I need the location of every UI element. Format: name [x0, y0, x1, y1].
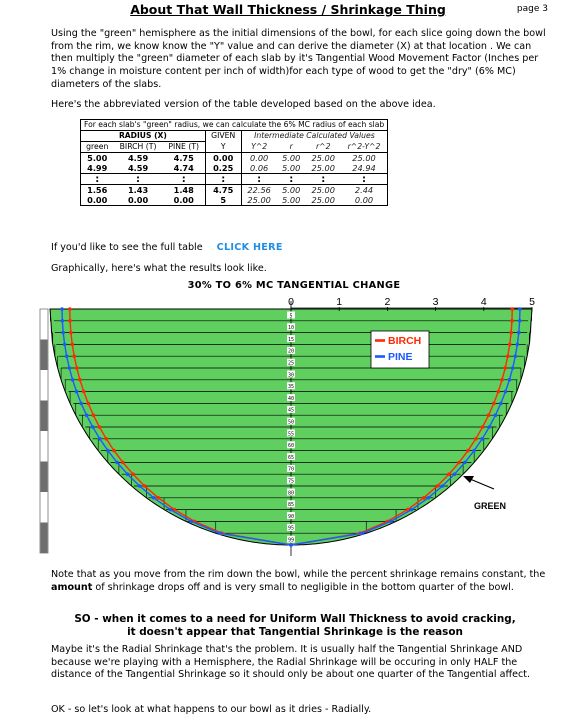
- birch-point: [72, 354, 76, 358]
- cell: 4.74: [173, 162, 194, 173]
- col-header-birch: BIRCH (T): [119, 141, 157, 151]
- pine-point: [63, 343, 67, 347]
- pine-point: [361, 531, 365, 535]
- intro-paragraph: Using the "green" hemisphere as the initial dimensions of the bowl, for each slice going down the bowl from the rim, we know know the "Y" value and can derive the diameter (X) at that location . We can then multiply the "green" diameter of each slab by it's Tangential Wood Movement Factor (Inches per 1% change in moisture content per inch of width)for each type of wood to get the "dry" (6% MC) diameters of the slabs.: [51, 28, 546, 90]
- pine-point: [463, 461, 467, 465]
- conclusion: [40, 613, 550, 640]
- birch-point: [503, 366, 507, 370]
- pine-point: [480, 437, 484, 441]
- cell: 0.00: [173, 194, 194, 205]
- birch-point: [92, 413, 96, 417]
- cell: 1.56: [81, 185, 114, 196]
- amount-emphasis: amount: [51, 581, 93, 593]
- pine-point: [169, 508, 173, 512]
- birch-point: [422, 496, 426, 500]
- pine-point: [441, 484, 445, 488]
- pine-point: [514, 354, 518, 358]
- page-number: page 3: [516, 4, 548, 14]
- birch-point: [75, 366, 79, 370]
- pine-point: [494, 413, 498, 417]
- x-tick-label: 0: [288, 296, 294, 308]
- birch-point: [510, 307, 514, 311]
- pine-point: [106, 449, 110, 453]
- cell: 0.00: [205, 153, 241, 164]
- birch-point: [86, 402, 90, 406]
- cell: 5: [205, 195, 241, 206]
- chart-title: 30% TO 6% MC TANGENTIAL CHANGE: [187, 280, 401, 291]
- birch-point: [104, 437, 108, 441]
- birch-point: [500, 378, 504, 382]
- birch-point: [98, 425, 102, 429]
- birch-point: [69, 331, 73, 335]
- cell: 4.59: [113, 153, 162, 164]
- slice-label: 25: [287, 360, 295, 367]
- pine-point: [511, 366, 515, 370]
- cell: :: [241, 174, 277, 185]
- intermediate-group-header: Intermediate Calculated Values: [241, 131, 388, 142]
- cell: 0.25: [205, 163, 241, 174]
- slice-label: 35: [287, 384, 295, 391]
- slice-label: 5: [289, 313, 293, 320]
- cell: 4.75: [163, 153, 206, 164]
- green-label: GREEN: [474, 501, 507, 511]
- cell: :: [81, 174, 114, 185]
- birch-point: [496, 390, 500, 394]
- col-header-r: r: [289, 141, 293, 151]
- cell: 4.75: [205, 185, 241, 196]
- click-here-link[interactable]: CLICK HERE: [216, 242, 283, 253]
- slice-label: 15: [287, 336, 295, 343]
- ruler-segment: [41, 462, 48, 493]
- legend-label: BIRCH: [388, 335, 422, 347]
- legend-label: PINE: [388, 351, 413, 363]
- birch-point: [78, 378, 82, 382]
- slice-label: 20: [287, 348, 295, 355]
- x-tick-label: 5: [529, 296, 535, 308]
- birch-point: [68, 307, 72, 311]
- birch-point: [112, 449, 116, 453]
- green-callout-line: [470, 479, 494, 489]
- birch-point: [156, 496, 160, 500]
- cell: 4.59: [127, 162, 149, 173]
- cell: 24.94: [352, 162, 376, 173]
- cell: :: [163, 174, 206, 185]
- birch-point: [481, 425, 485, 429]
- ruler-segment: [41, 340, 48, 371]
- birch-point: [447, 472, 451, 476]
- pine-point: [472, 449, 476, 453]
- cell: 2.44: [341, 185, 388, 196]
- birch-point: [508, 343, 512, 347]
- cell: 25.00: [341, 153, 388, 164]
- slice-label: 55: [287, 431, 295, 438]
- cell: 25.00: [311, 162, 335, 173]
- pine-point: [60, 307, 64, 311]
- pine-point: [517, 331, 521, 335]
- pine-point: [453, 472, 457, 476]
- pine-point: [68, 366, 72, 370]
- pine-point: [427, 496, 431, 500]
- pine-point: [126, 472, 130, 476]
- pine-point: [289, 543, 293, 547]
- cell: 25.00: [306, 185, 341, 196]
- table-caption: For each slab's "green" radius, we can calculate the 6% MC radius of each slab: [81, 120, 388, 131]
- col-header-y2: Y^2: [241, 142, 277, 153]
- conclusion-line-2: it doesn't appear that Tangential Shrinkage is the reason: [127, 626, 463, 639]
- cell: 1.43: [113, 185, 162, 196]
- pine-point: [410, 508, 414, 512]
- pine-point: [389, 520, 393, 524]
- slice-label: 90: [287, 513, 295, 520]
- birch-point: [510, 319, 514, 323]
- col-header-r2-y2: r^2-Y^2: [347, 141, 381, 151]
- pine-point: [189, 520, 193, 524]
- cell: 25.00: [241, 195, 277, 206]
- slice-label: 75: [287, 478, 295, 485]
- note-text: Note that as you move from the rim down the bowl, while the percent shrinkage remains constant, the amount of shrinkage drops off and is very small to negligible in the bottom quarter of the bowl.: [51, 569, 546, 593]
- pine-point: [61, 331, 65, 335]
- pine-point: [508, 378, 512, 382]
- pine-point: [516, 343, 520, 347]
- pine-point: [487, 425, 491, 429]
- col-header-green: green: [86, 141, 109, 151]
- cell: :: [205, 174, 241, 185]
- cell: 0.00: [87, 194, 108, 205]
- pine-point: [138, 484, 142, 488]
- pine-point: [152, 496, 156, 500]
- graph-intro: Graphically, here's what the results look like.: [51, 263, 267, 274]
- birch-point: [506, 354, 510, 358]
- cell: 0.00: [241, 153, 277, 164]
- full-table-prompt: If you'd like to see the full table: [51, 242, 203, 253]
- cell: :: [306, 174, 341, 185]
- ruler-segment: [41, 401, 48, 432]
- slice-label: 50: [287, 419, 295, 426]
- cell: 5.00: [277, 153, 306, 164]
- slice-label: 85: [287, 502, 295, 509]
- slice-label: 60: [287, 443, 295, 450]
- slice-label: 45: [287, 407, 295, 414]
- cell: 25.00: [311, 194, 335, 205]
- x-tick-label: 1: [336, 296, 343, 308]
- pine-point: [61, 319, 65, 323]
- cell: 5.00: [282, 194, 301, 205]
- cell: :: [341, 174, 388, 185]
- birch-point: [143, 484, 147, 488]
- slice-label: 95: [287, 525, 295, 532]
- birch-point: [70, 343, 74, 347]
- cell: 22.56: [241, 185, 277, 196]
- slice-label: 10: [287, 325, 295, 332]
- note-paragraph: [51, 569, 551, 594]
- cell: 5.00: [81, 153, 114, 164]
- birch-point: [487, 413, 491, 417]
- cell: 1.48: [163, 185, 206, 196]
- cell: 4.99: [87, 162, 108, 173]
- cell: 5.00: [277, 185, 306, 196]
- col-header-y: Y: [205, 142, 241, 153]
- radius-group-header: RADIUS (X): [81, 131, 206, 142]
- birch-point: [131, 472, 135, 476]
- pine-point: [518, 319, 522, 323]
- birch-point: [436, 484, 440, 488]
- birch-point: [466, 449, 470, 453]
- slice-label: 65: [287, 454, 295, 461]
- table-intro: Here's the abbreviated version of the table developed based on the above idea.: [51, 99, 436, 110]
- birch-point: [492, 402, 496, 406]
- page-title: About That Wall Thickness / Shrinkage Thing: [130, 2, 446, 17]
- slice-label: 80: [287, 490, 295, 497]
- given-group-header: GIVEN: [205, 131, 241, 142]
- pine-point: [504, 390, 508, 394]
- pine-point: [79, 402, 83, 406]
- cell: 0.00: [354, 194, 374, 205]
- col-header-r2: r^2: [315, 141, 331, 151]
- x-tick-label: 4: [480, 296, 487, 308]
- pine-point: [71, 378, 75, 382]
- slice-label: 40: [287, 395, 295, 402]
- pine-point: [85, 413, 89, 417]
- slice-label: 99: [287, 537, 295, 544]
- x-tick-label: 3: [432, 296, 439, 308]
- birch-point: [121, 461, 125, 465]
- closing-line: OK - so let's look at what happens to our bowl as it dries - Radially.: [51, 704, 372, 715]
- radial-paragraph: Maybe it's the Radial Shrinkage that's the problem. It is usually half the Tangential Shrinkage AND because we're playing with a Hemisphere, the Radial Shrinkage will be occuring in only HALF the distance of the Tangential Shrinkage so it should only be about one quarter of the Tangential affect.: [51, 644, 531, 681]
- slice-label: 70: [287, 466, 295, 473]
- pine-point: [98, 437, 102, 441]
- pine-point: [499, 402, 503, 406]
- pine-point: [75, 390, 79, 394]
- cell: 0.06: [241, 163, 277, 174]
- pine-point: [518, 307, 522, 311]
- birch-point: [509, 331, 513, 335]
- pine-point: [65, 354, 69, 358]
- pine-point: [91, 425, 95, 429]
- cell: :: [277, 174, 306, 185]
- cell: :: [113, 174, 162, 185]
- pine-point: [115, 461, 119, 465]
- birch-point: [457, 461, 461, 465]
- pine-point: [218, 531, 222, 535]
- cell: 0.00: [127, 194, 149, 205]
- col-header-pine: PINE (T): [168, 141, 200, 151]
- cell: 25.00: [306, 153, 341, 164]
- conclusion-line-1: SO - when it comes to a need for Uniform Wall Thickness to avoid cracking,: [74, 613, 516, 625]
- slice-label: 30: [287, 372, 295, 379]
- birch-point: [474, 437, 478, 441]
- ruler-segment: [41, 523, 48, 554]
- x-tick-label: 2: [384, 296, 391, 308]
- birch-point: [68, 319, 72, 323]
- birch-point: [82, 390, 86, 394]
- cell: 5.00: [282, 162, 301, 173]
